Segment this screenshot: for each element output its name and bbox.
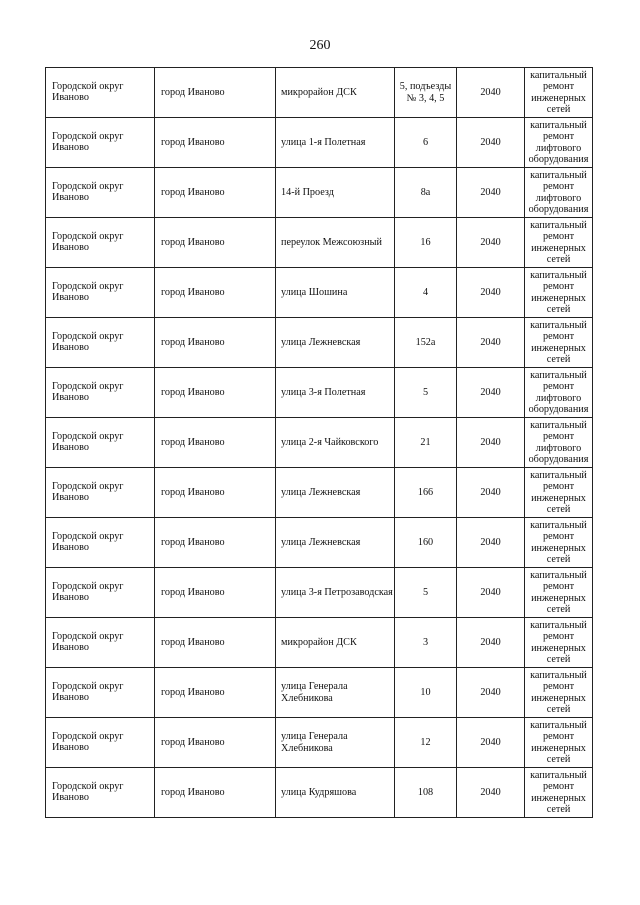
street-cell: микрорайон ДСК (276, 68, 395, 118)
page-number: 260 (309, 38, 331, 53)
table-row (46, 568, 593, 618)
municipal-district-text: Городской округ Иваново (52, 781, 124, 804)
table-row (46, 518, 593, 568)
municipal-district-cell (46, 168, 155, 218)
table-row (46, 418, 593, 468)
street-cell: улица Генерала Хлебникова (276, 668, 395, 718)
municipal-district-cell (46, 618, 155, 668)
settlement-cell: город Иваново (155, 268, 276, 318)
street-cell: микрорайон ДСК (276, 618, 395, 668)
work-type-cell: капитальный ремонт инженерных сетей (525, 468, 593, 518)
house-number-cell: 6 (395, 118, 457, 168)
house-number-cell: 166 (395, 468, 457, 518)
planned-year-cell: 2040 (457, 518, 525, 568)
house-number-cell: 5 (395, 568, 457, 618)
work-type-cell: капитальный ремонт лифтового оборудования (525, 168, 593, 218)
planned-year-cell: 2040 (457, 168, 525, 218)
municipal-district-text: Городской округ Иваново (52, 381, 124, 404)
municipal-district-text: Городской округ Иваново (52, 431, 124, 454)
work-type-cell: капитальный ремонт лифтового оборудования (525, 368, 593, 418)
municipal-district-cell (46, 668, 155, 718)
municipal-district-text: Городской округ Иваново (52, 331, 124, 354)
planned-year-cell: 2040 (457, 218, 525, 268)
planned-year-cell: 2040 (457, 318, 525, 368)
table-row (46, 118, 593, 168)
table-row (46, 318, 593, 368)
planned-year-cell: 2040 (457, 268, 525, 318)
settlement-cell: город Иваново (155, 168, 276, 218)
street-cell: 14-й Проезд (276, 168, 395, 218)
housing-repair-table (45, 67, 593, 818)
work-type-cell: капитальный ремонт лифтового оборудования (525, 118, 593, 168)
municipal-district-text: Городской округ Иваново (52, 131, 124, 154)
planned-year-cell: 2040 (457, 368, 525, 418)
municipal-district-text: Городской округ Иваново (52, 481, 124, 504)
street-cell: улица Шошина (276, 268, 395, 318)
house-number-cell: 10 (395, 668, 457, 718)
municipal-district-cell (46, 718, 155, 768)
work-type-cell: капитальный ремонт инженерных сетей (525, 318, 593, 368)
street-cell: улица Генерала Хлебникова (276, 718, 395, 768)
municipal-district-cell (46, 468, 155, 518)
house-number-cell: 108 (395, 768, 457, 818)
settlement-cell: город Иваново (155, 768, 276, 818)
house-number-cell: 12 (395, 718, 457, 768)
planned-year-cell: 2040 (457, 668, 525, 718)
house-number-cell: 152а (395, 318, 457, 368)
municipal-district-text: Городской округ Иваново (52, 631, 124, 654)
house-number-cell: 16 (395, 218, 457, 268)
settlement-cell: город Иваново (155, 418, 276, 468)
table-row (46, 268, 593, 318)
house-number-cell: 8а (395, 168, 457, 218)
municipal-district-cell (46, 218, 155, 268)
settlement-cell: город Иваново (155, 368, 276, 418)
table-row (46, 618, 593, 668)
settlement-cell: город Иваново (155, 218, 276, 268)
street-cell: улица 3-я Полетная (276, 368, 395, 418)
planned-year-cell: 2040 (457, 768, 525, 818)
street-cell: улица 3-я Петрозаводская (276, 568, 395, 618)
settlement-cell: город Иваново (155, 568, 276, 618)
street-cell: улица 1-я Полетная (276, 118, 395, 168)
planned-year-cell: 2040 (457, 568, 525, 618)
settlement-cell: город Иваново (155, 518, 276, 568)
work-type-cell: капитальный ремонт инженерных сетей (525, 668, 593, 718)
work-type-cell: капитальный ремонт инженерных сетей (525, 518, 593, 568)
settlement-cell: город Иваново (155, 118, 276, 168)
work-type-cell: капитальный ремонт инженерных сетей (525, 618, 593, 668)
municipal-district-text: Городской округ Иваново (52, 81, 124, 104)
street-cell: переулок Межсоюзный (276, 218, 395, 268)
planned-year-cell: 2040 (457, 418, 525, 468)
municipal-district-cell (46, 318, 155, 368)
street-cell: улица Кудряшова (276, 768, 395, 818)
house-number-cell: 5 (395, 368, 457, 418)
planned-year-cell: 2040 (457, 618, 525, 668)
settlement-cell: город Иваново (155, 668, 276, 718)
house-number-cell: 5, подъезды № 3, 4, 5 (395, 68, 457, 118)
settlement-cell: город Иваново (155, 618, 276, 668)
municipal-district-text: Городской округ Иваново (52, 731, 124, 754)
municipal-district-text: Городской округ Иваново (52, 581, 124, 604)
table-row (46, 468, 593, 518)
municipal-district-cell (46, 518, 155, 568)
planned-year-cell: 2040 (457, 468, 525, 518)
municipal-district-text: Городской округ Иваново (52, 181, 124, 204)
municipal-district-text: Городской округ Иваново (52, 531, 124, 554)
work-type-cell: капитальный ремонт инженерных сетей (525, 768, 593, 818)
planned-year-cell: 2040 (457, 68, 525, 118)
municipal-district-cell (46, 68, 155, 118)
house-number-cell: 160 (395, 518, 457, 568)
municipal-district-text: Городской округ Иваново (52, 281, 124, 304)
work-type-cell: капитальный ремонт инженерных сетей (525, 218, 593, 268)
settlement-cell: город Иваново (155, 718, 276, 768)
work-type-cell: капитальный ремонт инженерных сетей (525, 268, 593, 318)
municipal-district-cell (46, 568, 155, 618)
table-row (46, 768, 593, 818)
work-type-cell: капитальный ремонт инженерных сетей (525, 68, 593, 118)
municipal-district-cell (46, 118, 155, 168)
table-row (46, 718, 593, 768)
planned-year-cell: 2040 (457, 718, 525, 768)
work-type-cell: капитальный ремонт лифтового оборудования (525, 418, 593, 468)
settlement-cell: город Иваново (155, 318, 276, 368)
settlement-cell: город Иваново (155, 468, 276, 518)
municipal-district-text: Городской округ Иваново (52, 681, 124, 704)
street-cell: улица Лежневская (276, 468, 395, 518)
table-row (46, 168, 593, 218)
municipal-district-cell (46, 768, 155, 818)
work-type-cell: капитальный ремонт инженерных сетей (525, 568, 593, 618)
planned-year-cell: 2040 (457, 118, 525, 168)
settlement-cell: город Иваново (155, 68, 276, 118)
street-cell: улица Лежневская (276, 318, 395, 368)
municipal-district-cell (46, 368, 155, 418)
municipal-district-cell (46, 418, 155, 468)
municipal-district-text: Городской округ Иваново (52, 231, 124, 254)
house-number-cell: 3 (395, 618, 457, 668)
street-cell: улица Лежневская (276, 518, 395, 568)
work-type-cell: капитальный ремонт инженерных сетей (525, 718, 593, 768)
table-row (46, 68, 593, 118)
table-row (46, 368, 593, 418)
house-number-cell: 21 (395, 418, 457, 468)
street-cell: улица 2-я Чайковского (276, 418, 395, 468)
municipal-district-cell (46, 268, 155, 318)
table-row (46, 218, 593, 268)
house-number-cell: 4 (395, 268, 457, 318)
table-row (46, 668, 593, 718)
